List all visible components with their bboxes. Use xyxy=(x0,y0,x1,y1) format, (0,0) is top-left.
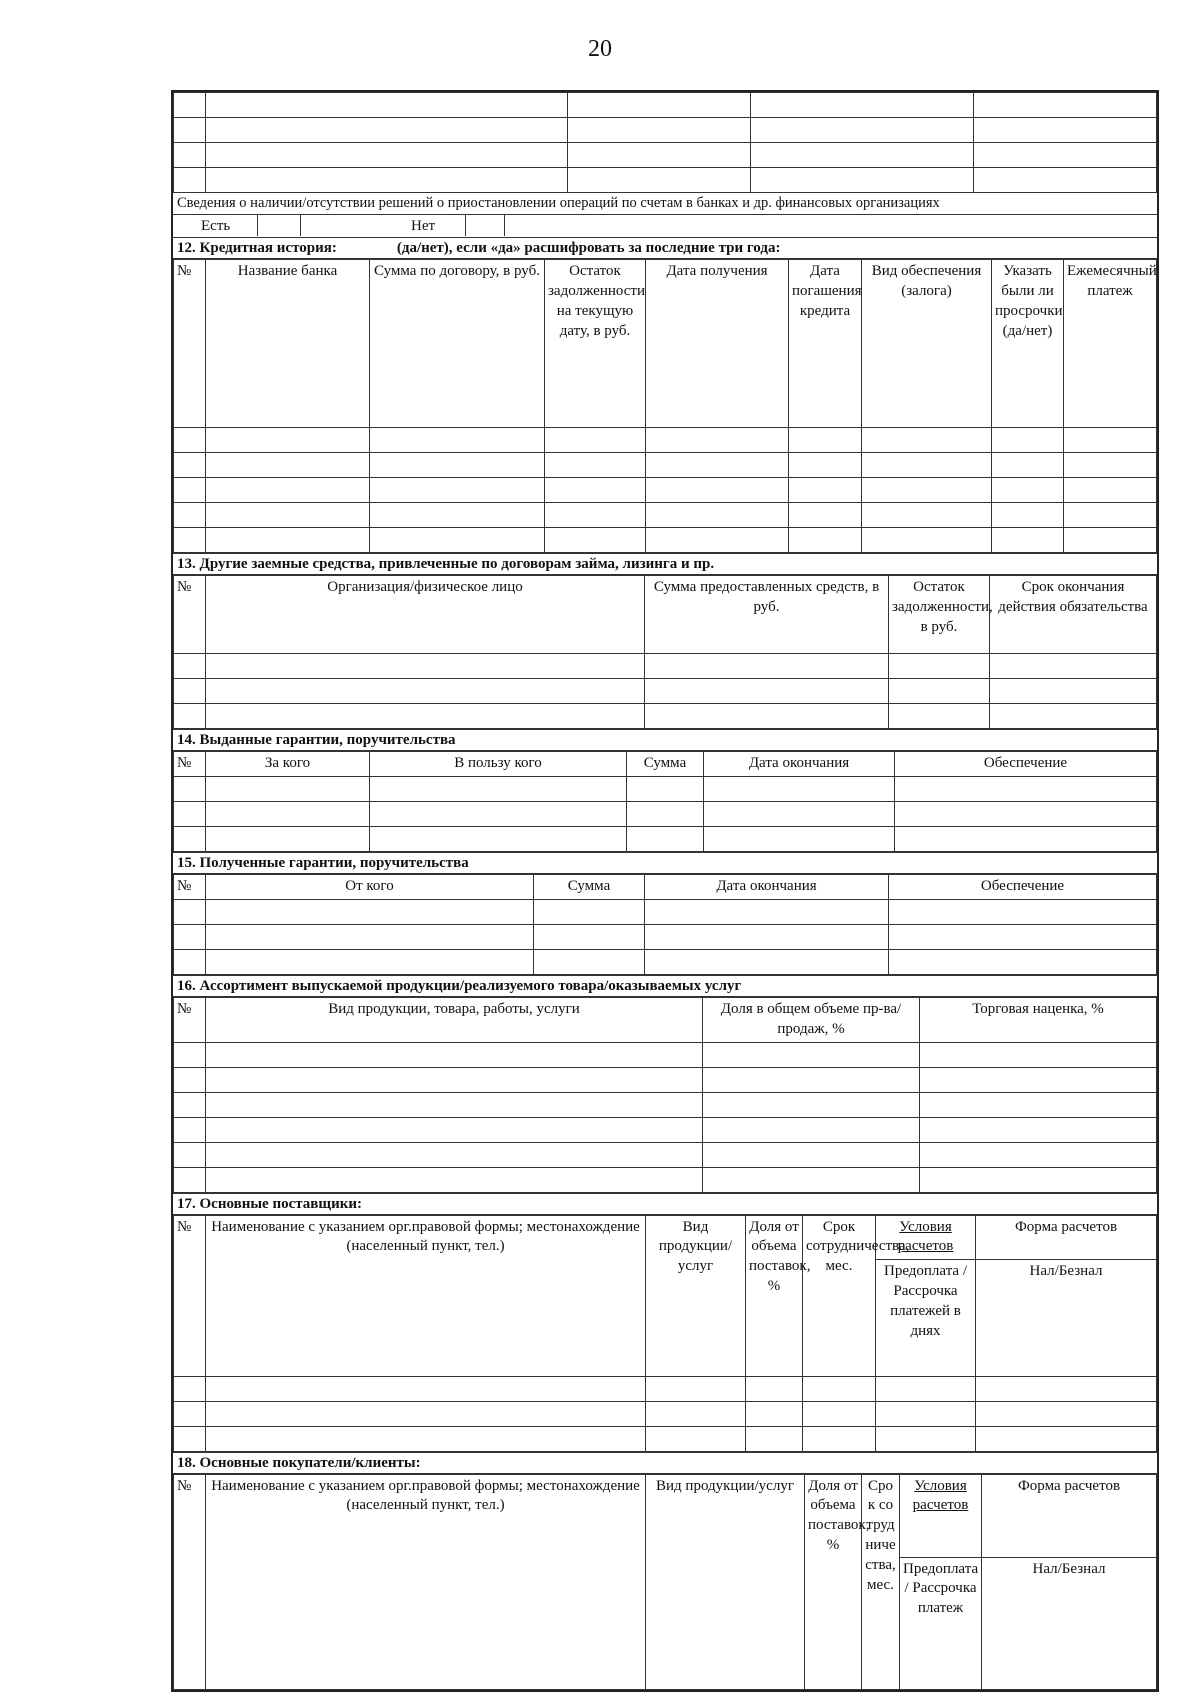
col-payment-form: Форма расчетов xyxy=(976,1215,1157,1260)
col-provided-amount: Сумма предоставленных средств, в руб. xyxy=(645,576,889,654)
section-17-title: 17. Основные поставщики: xyxy=(173,1193,1157,1215)
col-organization: Организация/физическое лицо xyxy=(206,576,645,654)
col-collateral-type: Вид обеспечения (залога) xyxy=(862,260,992,428)
table-row xyxy=(174,1042,1157,1067)
continued-table xyxy=(173,92,1157,193)
table-row xyxy=(174,654,1157,679)
col-supply-share: Доля от объема поставок, % xyxy=(805,1474,862,1689)
col-markup: Торговая наценка, % xyxy=(920,997,1157,1042)
table-row xyxy=(174,802,1157,827)
col-number: № xyxy=(174,576,206,654)
table-row xyxy=(174,1401,1157,1426)
questionnaire-form xyxy=(171,90,1159,1692)
table-row xyxy=(174,1376,1157,1401)
col-security: Обеспечение xyxy=(895,752,1157,777)
col-supplier-name: Наименование с указанием орг.правовой формы; местонахождение (населенный пункт, тел.) xyxy=(206,1215,646,1376)
table-header-row xyxy=(174,1474,1157,1557)
section-12-subtitle: (да/нет), если «да» расшифровать за последние три года: xyxy=(396,240,781,257)
col-product-type: Вид продукции, товара, работы, услуги xyxy=(206,997,703,1042)
table-row xyxy=(174,679,1157,704)
col-end-date: Дата окончания xyxy=(704,752,895,777)
table-row xyxy=(174,1117,1157,1142)
col-supply-share: Доля от объема поставок, % xyxy=(746,1215,803,1376)
col-debt-balance: Остаток задолженности, в руб. xyxy=(889,576,990,654)
col-number: № xyxy=(174,1474,206,1689)
section-14-title: 14. Выданные гарантии, поручительства xyxy=(173,729,1157,751)
suspension-choice xyxy=(173,215,1157,238)
col-contract-amount: Сумма по договору, в руб. xyxy=(370,260,545,428)
col-overdue: Указать были ли просрочки (да/нет) xyxy=(992,260,1064,428)
col-from-whom: От кого xyxy=(206,875,534,900)
col-number: № xyxy=(174,1215,206,1376)
section-15-title: 15. Полученные гарантии, поручительства xyxy=(173,852,1157,874)
table-row xyxy=(174,827,1157,852)
section-13-title: 13. Другие заемные средства, привлеченные по договорам займа, лизинга и пр. xyxy=(173,553,1157,575)
col-product-type: Вид продукции/услуг xyxy=(646,1215,746,1376)
table-row xyxy=(174,1426,1157,1451)
page-number: 20 xyxy=(588,36,612,62)
table-row xyxy=(174,1067,1157,1092)
table-row xyxy=(174,1142,1157,1167)
col-end-date: Дата окончания xyxy=(645,875,889,900)
col-cash-noncash: Нал/Безнал xyxy=(982,1557,1157,1689)
col-product-type: Вид продукции/услуг xyxy=(646,1474,805,1689)
suspension-text: Сведения о наличии/отсутствии решений о приостановлении операций по счетам в банках и др. финансовых организациях xyxy=(173,193,1157,215)
table-row xyxy=(174,478,1157,503)
table-header-row xyxy=(174,997,1157,1042)
col-prepayment: Предоплата / Рассрочка платеж xyxy=(900,1557,982,1689)
col-receipt-date: Дата получения xyxy=(646,260,789,428)
table-row xyxy=(174,949,1157,974)
table-row xyxy=(174,777,1157,802)
table-row xyxy=(174,453,1157,478)
table-row xyxy=(174,503,1157,528)
yes-checkbox[interactable] xyxy=(257,215,301,236)
other-loans-table xyxy=(173,575,1157,729)
table-header-row xyxy=(174,875,1157,900)
col-payment-form: Форма расчетов xyxy=(982,1474,1157,1557)
col-debt-balance: Остаток задолженности на текущую дату, в руб. xyxy=(545,260,646,428)
col-number: № xyxy=(174,752,206,777)
table-row xyxy=(174,118,1157,143)
received-guarantees-table xyxy=(173,874,1157,975)
col-obligation-end: Срок окончания действия обязательства xyxy=(990,576,1157,654)
section-18-title: 18. Основные покупатели/клиенты: xyxy=(173,1452,1157,1474)
table-row xyxy=(174,168,1157,193)
col-number: № xyxy=(174,260,206,428)
col-for-whom: За кого xyxy=(206,752,370,777)
credit-history-table xyxy=(173,259,1157,553)
table-row xyxy=(174,1167,1157,1192)
table-row xyxy=(174,924,1157,949)
col-prepayment: Предоплата / Рассрочка платежей в днях xyxy=(876,1260,976,1376)
table-header-row xyxy=(174,1215,1157,1260)
table-row xyxy=(174,428,1157,453)
col-security: Обеспечение xyxy=(889,875,1157,900)
table-row xyxy=(174,143,1157,168)
col-amount: Сумма xyxy=(627,752,704,777)
col-share: Доля в общем объеме пр-ва/продаж, % xyxy=(703,997,920,1042)
col-cash-noncash: Нал/Безнал xyxy=(976,1260,1157,1376)
customers-table xyxy=(173,1474,1157,1690)
table-row xyxy=(174,899,1157,924)
table-row xyxy=(174,1092,1157,1117)
col-payment-terms: Условия расчетов xyxy=(876,1215,976,1260)
section-16-title: 16. Ассортимент выпускаемой продукции/реализуемого товара/оказываемых услуг xyxy=(173,975,1157,997)
issued-guarantees-table xyxy=(173,751,1157,852)
assortment-table xyxy=(173,997,1157,1193)
section-12-title: 12. Кредитная история: (да/нет), если «да» расшифровать за последние три года: xyxy=(173,238,1157,259)
col-repayment-date: Дата погашения кредита xyxy=(789,260,862,428)
col-cooperation-term: Срок сотрудничества, мес. xyxy=(862,1474,900,1689)
yes-label: Есть xyxy=(201,218,231,235)
no-checkbox[interactable] xyxy=(465,215,505,236)
no-label: Нет xyxy=(411,218,436,235)
table-row xyxy=(174,704,1157,729)
col-customer-name: Наименование с указанием орг.правовой формы; местонахождение (населенный пункт, тел.) xyxy=(206,1474,646,1689)
table-header-row xyxy=(174,752,1157,777)
col-payment-terms: Условия расчетов xyxy=(900,1474,982,1557)
col-cooperation-term: Срок сотрудничества, мес. xyxy=(803,1215,876,1376)
col-bank-name: Название банка xyxy=(206,260,370,428)
suppliers-table xyxy=(173,1215,1157,1452)
table-row xyxy=(174,93,1157,118)
table-header-row xyxy=(174,260,1157,428)
col-beneficiary: В пользу кого xyxy=(370,752,627,777)
table-header-row xyxy=(174,576,1157,654)
col-number: № xyxy=(174,997,206,1042)
col-monthly-payment: Ежемесячный платеж xyxy=(1064,260,1157,428)
table-row xyxy=(174,528,1157,553)
col-number: № xyxy=(174,875,206,900)
col-amount: Сумма xyxy=(534,875,645,900)
